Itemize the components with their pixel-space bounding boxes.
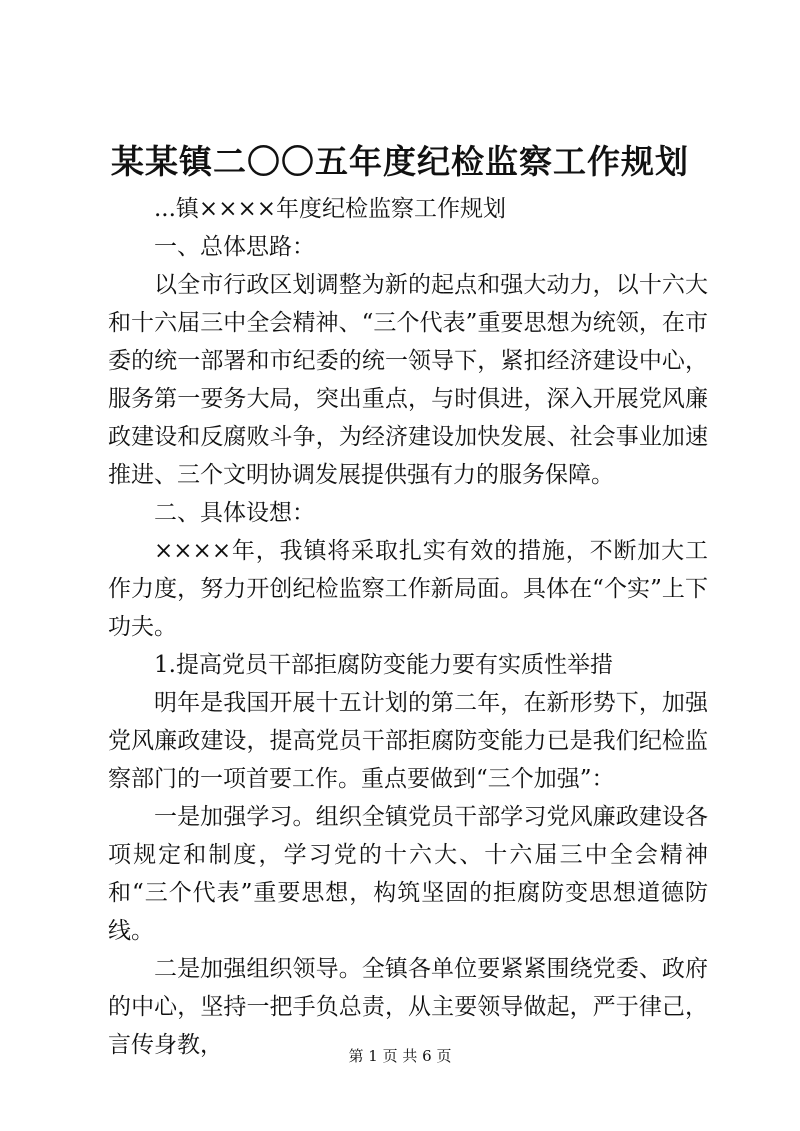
subtitle-line: ...镇××××年度纪检监察工作规划: [154, 196, 507, 222]
paragraph-plan-intro: ××××年，我镇将采取扎实有效的措施，不断加大工作力度，努力开创纪检监察工作新局面。具体在“个实”上下功夫。: [108, 538, 708, 640]
paragraph-overall-approach: 以全市行政区划调整为新的起点和强大动力，以十六大和十六届三中全会精神、“三个代表”重要思想为统领，在市委的统一部署和市纪委的统一领导下，紧扣经济建设中心，服务第一要务大局，突出重点，与时俱进，深入开展党风廉政建设和反腐败斗争，为经济建设加快发展、社会事业加速推进、三个文明协调发展提供强有力的服务保障。: [108, 272, 708, 488]
paragraph-strengthen-study: 一是加强学习。组织全镇党员干部学习党风廉政建设各项规定和制度，学习党的十六大、十六届三中全会精神和“三个代表”重要思想，构筑坚固的拒腐防变思想道德防线。: [108, 804, 708, 944]
subheading-1: 1.提高党员干部拒腐防变能力要有实质性举措: [154, 652, 613, 678]
section-heading-1: 一、总体思路：: [154, 234, 315, 260]
paragraph-strengthen-leadership: 二是加强组织领导。全镇各单位要紧紧围绕党委、政府的中心，坚持一把手负总责，从主要领导做起，严于律己，言传身教，: [108, 956, 708, 1058]
paragraph-next-year: 明年是我国开展十五计划的第二年，在新形势下，加强党风廉政建设，提高党员干部拒腐防变能力已是我们纪检监察部门的一项首要工作。重点要做到“三个加强”：: [108, 690, 708, 792]
document-body: [108, 190, 708, 1064]
section-heading-2: 二、具体设想：: [154, 500, 315, 526]
document-title: 某某镇二〇〇五年度纪检监察工作规划: [111, 142, 689, 181]
page-footer: 第 1 页 共 6 页: [348, 1047, 452, 1065]
